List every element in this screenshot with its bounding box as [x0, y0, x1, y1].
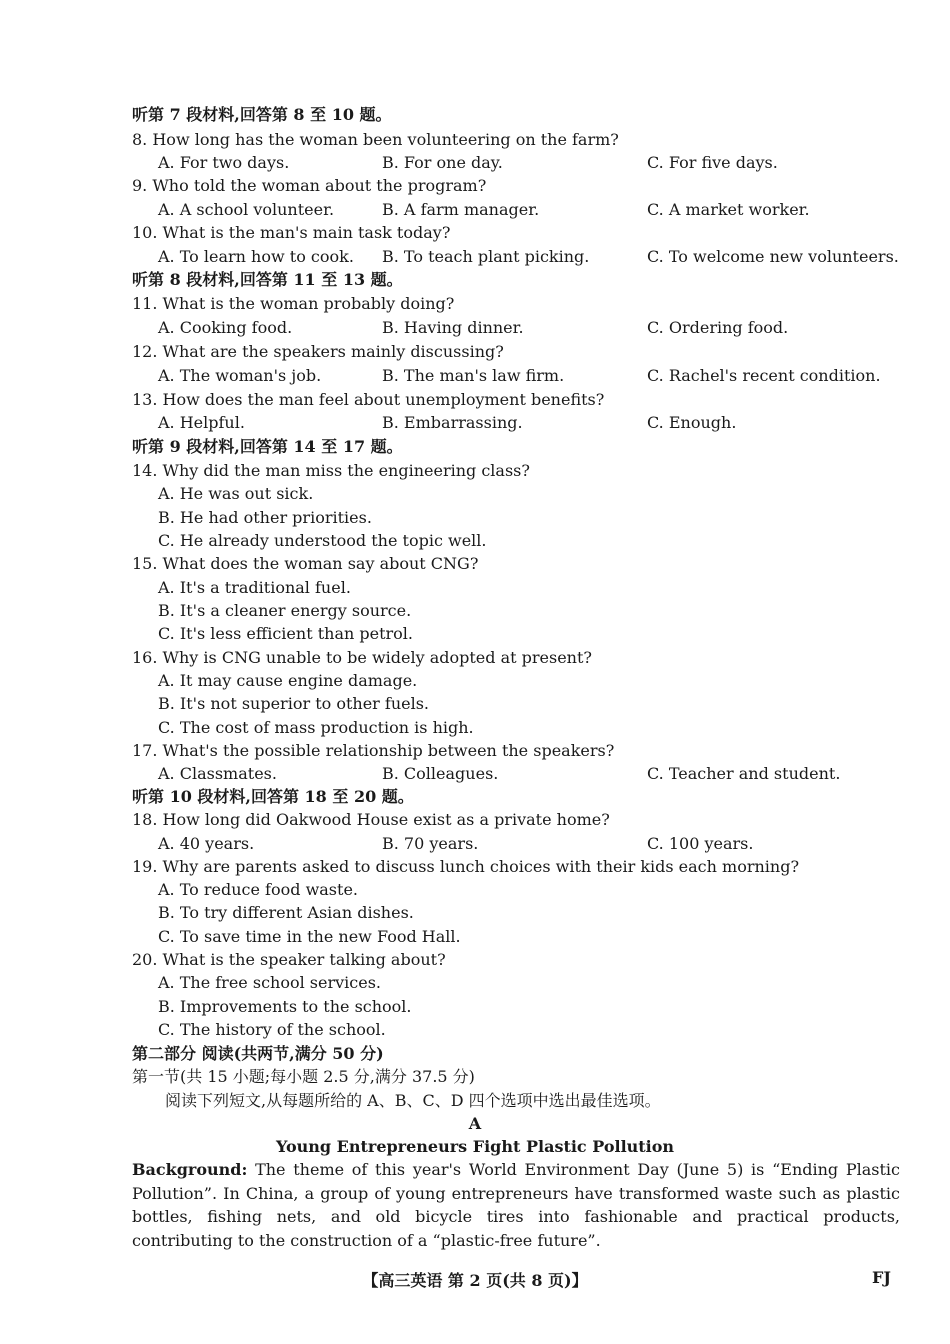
question-17: 17. What's the possible relationship between the speakers?	[132, 741, 615, 760]
option-10b: B. To teach plant picking.	[382, 247, 590, 266]
page-footer: 【高三英语 第 2 页(共 8 页)】	[362, 1271, 588, 1290]
option-19b: B. To try different Asian dishes.	[158, 903, 414, 922]
option-18b: B. 70 years.	[382, 834, 479, 853]
question-20: 20. What is the speaker talking about?	[132, 950, 446, 969]
question-14: 14. Why did the man miss the engineering class?	[132, 461, 530, 480]
option-9b: B. A farm manager.	[382, 200, 540, 219]
option-8a: A. For two days.	[158, 153, 290, 172]
option-12a: A. The woman's job.	[158, 366, 322, 385]
option-13c: C. Enough.	[647, 413, 737, 432]
option-19a: A. To reduce food waste.	[158, 880, 358, 899]
option-8c: C. For five days.	[647, 153, 778, 172]
option-11c: C. Ordering food.	[647, 318, 789, 337]
background-paragraph	[132, 1158, 900, 1252]
option-17c: C. Teacher and student.	[647, 764, 841, 783]
section10-heading: 听第 10 段材料,回答第 18 至 20 题。	[132, 787, 414, 806]
section7-heading: 听第 7 段材料,回答第 8 至 10 题。	[132, 105, 392, 124]
question-9: 9. Who told the woman about the program?	[132, 176, 487, 195]
question-19: 19. Why are parents asked to discuss lunch choices with their kids each morning?	[132, 857, 800, 876]
option-18c: C. 100 years.	[647, 834, 754, 853]
option-12c: C. Rachel's recent condition.	[647, 366, 881, 385]
question-18: 18. How long did Oakwood House exist as a private home?	[132, 810, 610, 829]
option-13b: B. Embarrassing.	[382, 413, 523, 432]
question-13: 13. How does the man feel about unemployment benefits?	[132, 390, 605, 409]
option-20b: B. Improvements to the school.	[158, 997, 412, 1016]
question-11: 11. What is the woman probably doing?	[132, 294, 455, 313]
footer-code: FJ	[872, 1268, 891, 1287]
option-14c: C. He already understood the topic well.	[158, 531, 487, 550]
option-15a: A. It's a traditional fuel.	[158, 578, 351, 597]
option-18a: A. 40 years.	[158, 834, 255, 853]
part2-heading: 第二部分 阅读(共两节,满分 50 分)	[132, 1044, 384, 1063]
section8-heading: 听第 8 段材料,回答第 11 至 13 题。	[132, 270, 403, 289]
passage-letter: A	[468, 1114, 482, 1133]
option-10c: C. To welcome new volunteers.	[647, 247, 899, 266]
option-11b: B. Having dinner.	[382, 318, 524, 337]
option-11a: A. Cooking food.	[158, 318, 293, 337]
option-13a: A. Helpful.	[158, 413, 245, 432]
question-8: 8. How long has the woman been volunteering on the farm?	[132, 130, 619, 149]
background-text: The theme of this year's World Environment Day (June 5) is “Ending Plastic Pollution”. In China, a group of young entrepreneurs have transformed waste such as plastic bottles, fishing nets, and old bicycle tires into fashionable and practical products, contributing to the construction of a “plastic-free future”.	[132, 1160, 900, 1250]
option-17a: A. Classmates.	[158, 764, 277, 783]
option-16b: B. It's not superior to other fuels.	[158, 694, 430, 713]
question-16: 16. Why is CNG unable to be widely adopted at present?	[132, 648, 592, 667]
background-label: Background:	[132, 1160, 248, 1179]
option-16c: C. The cost of mass production is high.	[158, 718, 474, 737]
option-14a: A. He was out sick.	[158, 484, 314, 503]
option-9c: C. A market worker.	[647, 200, 810, 219]
option-10a: A. To learn how to cook.	[158, 247, 354, 266]
option-15c: C. It's less efficient than petrol.	[158, 624, 413, 643]
part2-section1-heading: 第一节(共 15 小题;每小题 2.5 分,满分 37.5 分)	[132, 1067, 475, 1086]
option-12b: B. The man's law firm.	[382, 366, 565, 385]
option-15b: B. It's a cleaner energy source.	[158, 601, 412, 620]
section9-heading: 听第 9 段材料,回答第 14 至 17 题。	[132, 437, 403, 456]
option-9a: A. A school volunteer.	[158, 200, 335, 219]
question-10: 10. What is the man's main task today?	[132, 223, 451, 242]
option-20c: C. The history of the school.	[158, 1020, 386, 1039]
option-14b: B. He had other priorities.	[158, 508, 372, 527]
option-17b: B. Colleagues.	[382, 764, 499, 783]
question-12: 12. What are the speakers mainly discussing?	[132, 342, 504, 361]
question-15: 15. What does the woman say about CNG?	[132, 554, 479, 573]
option-16a: A. It may cause engine damage.	[158, 671, 418, 690]
option-8b: B. For one day.	[382, 153, 503, 172]
option-19c: C. To save time in the new Food Hall.	[158, 927, 461, 946]
passage-title: Young Entrepreneurs Fight Plastic Pollution	[275, 1137, 675, 1156]
reading-instruction: 阅读下列短文,从每题所给的 A、B、C、D 四个选项中选出最佳选项。	[165, 1091, 661, 1110]
option-20a: A. The free school services.	[158, 973, 382, 992]
